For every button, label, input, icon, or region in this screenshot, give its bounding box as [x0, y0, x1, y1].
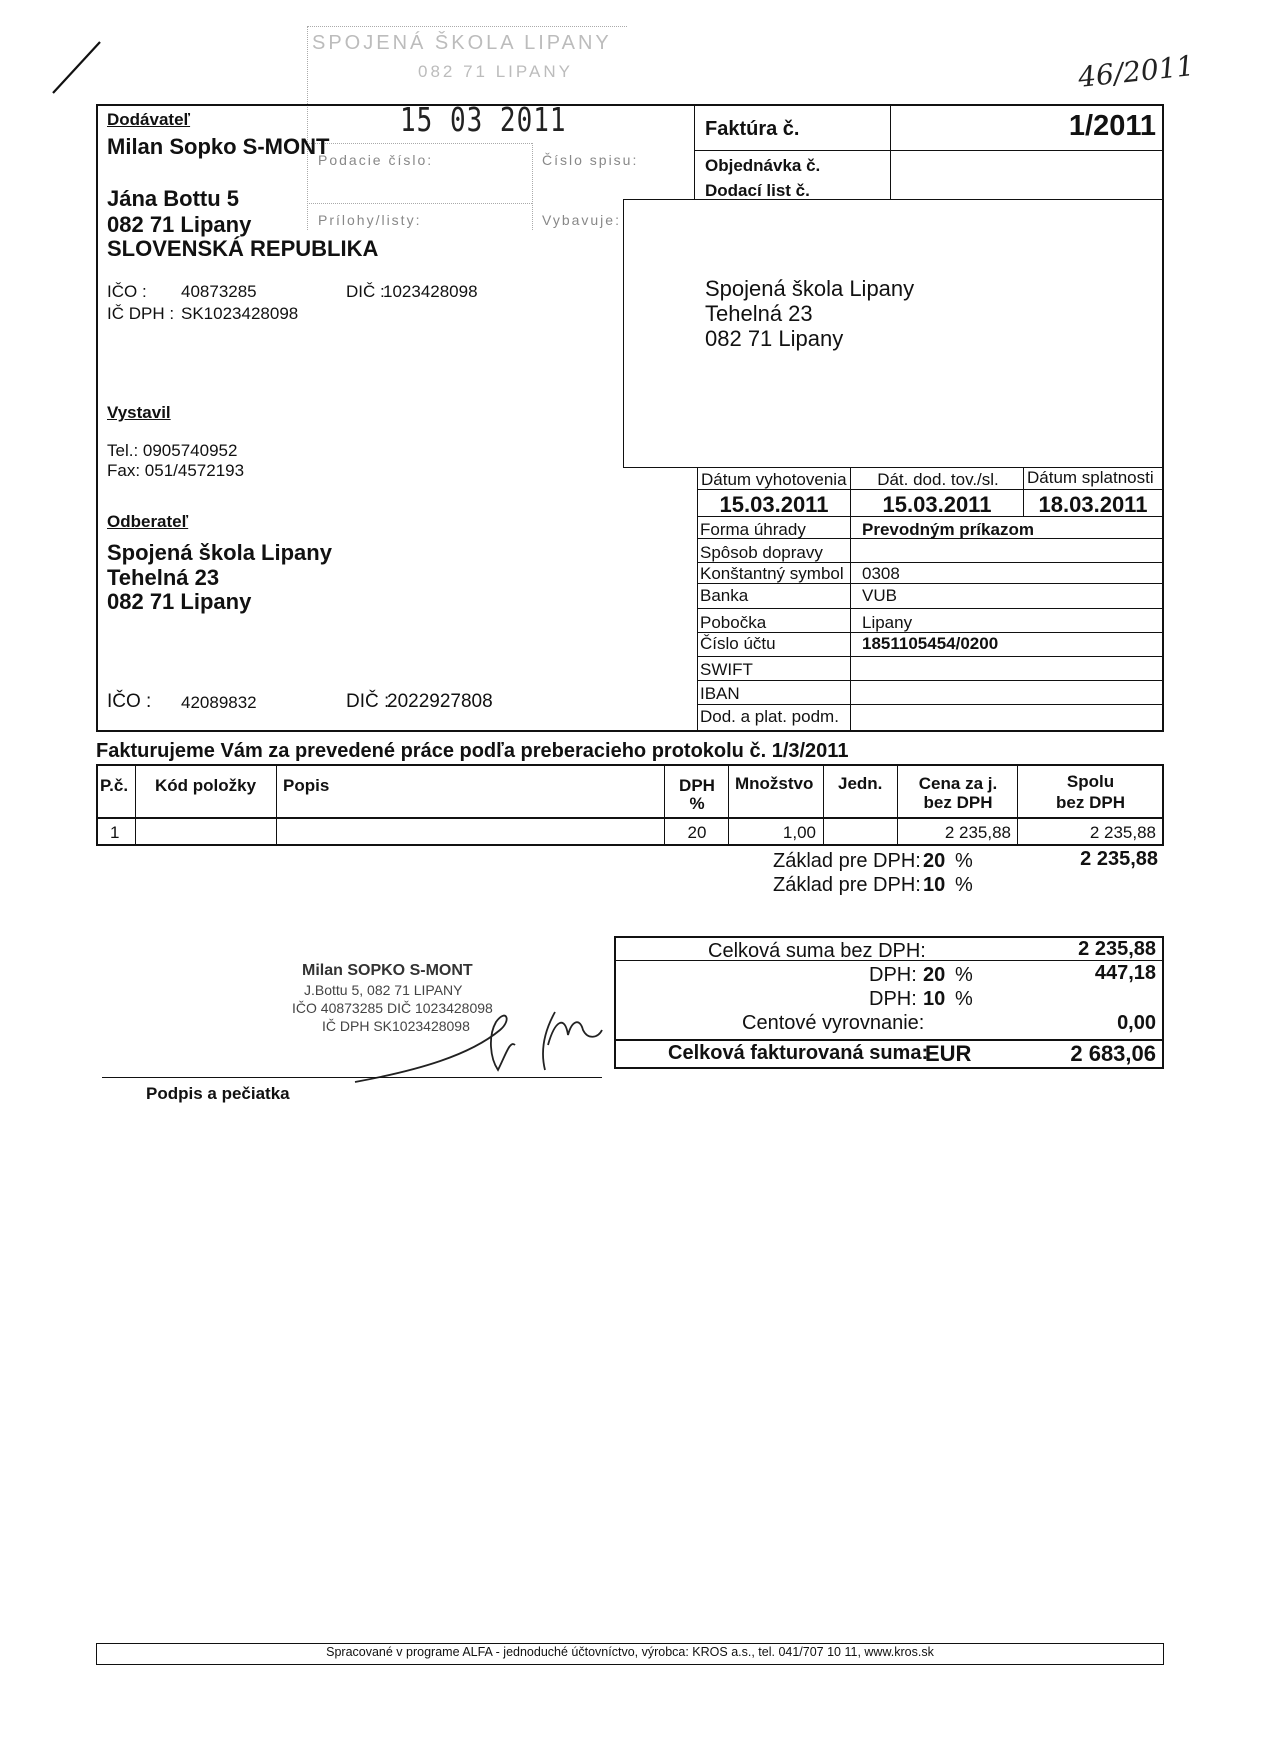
tax-base-label-2: Základ pre DPH:: [773, 874, 921, 896]
items-header-kod: Kód položky: [155, 776, 257, 795]
summary-grand-total: 2 683,06: [1070, 1041, 1156, 1066]
payment-label-doprava: Spôsob dopravy: [700, 543, 823, 562]
stamp-field-podacie: Podacie číslo:: [318, 152, 434, 168]
payment-line-6: [697, 656, 1162, 657]
recipient-name: Spojená škola Lipany: [705, 276, 915, 301]
summary-rounding: 0,00: [1117, 1012, 1156, 1034]
items-col-5: [823, 764, 824, 846]
customer-street: Tehelná 23: [107, 565, 220, 590]
items-header-popis: Popis: [283, 776, 330, 795]
items-col-1: [135, 764, 136, 846]
signature-stamp-line-1: Milan SOPKO S-MONT: [302, 962, 473, 979]
summary-currency: EUR: [925, 1041, 972, 1066]
summary-vat-rate-2: 10: [923, 988, 946, 1010]
summary-total-no-vat-label: Celková suma bez DPH:: [708, 940, 926, 962]
date-due: 18.03.2011: [1038, 492, 1148, 517]
supplier-dic-label: DIČ :: [346, 282, 385, 301]
summary-vat-rate-1: 20: [923, 964, 946, 986]
items-header-mnozstvo: Množstvo: [735, 774, 814, 793]
tax-base-value-1: 2 235,88: [1080, 848, 1158, 870]
summary-rounding-label: Centové vyrovnanie:: [742, 1012, 925, 1034]
payment-label-banka: Banka: [700, 586, 749, 605]
date-delivery: 15.03.2011: [882, 492, 992, 517]
supplier-name: Milan Sopko S-MONT: [107, 134, 330, 159]
customer-ico-label: IČO :: [107, 691, 152, 712]
items-col-3: [664, 764, 665, 846]
signature-stamp-line-2: J.Bottu 5, 082 71 LIPANY: [304, 982, 463, 998]
payment-value-ucet: 1851105454/0200: [862, 634, 999, 653]
invoice-box-line-1: [694, 150, 1162, 151]
stamp-field-vybavuje: Vybavuje:: [542, 212, 621, 228]
stamp-school-city: 082 71 LIPANY: [418, 62, 573, 81]
payment-label-ucet: Číslo účtu: [700, 634, 776, 653]
stamp-school-name: SPOJENÁ ŠKOLA LIPANY: [312, 32, 612, 54]
payment-label-ks: Konštantný symbol: [700, 564, 844, 583]
item-row-mnozstvo: 1,00: [782, 823, 816, 842]
items-header-dph: DPH: [679, 776, 715, 795]
supplier-heading: Dodávateľ: [107, 110, 191, 129]
tax-base-rate-1: 20: [923, 850, 946, 872]
stamp-field-cislo-spisu: Číslo spisu:: [542, 152, 639, 168]
payment-label-iban: IBAN: [700, 684, 740, 703]
customer-ico: 42089832: [181, 693, 257, 712]
items-header-cena-2: bez DPH: [923, 793, 993, 812]
stamp-top-edge: [307, 26, 627, 27]
items-header-spolu-1: Spolu: [1066, 772, 1115, 791]
supplier-street: Jána Bottu 5: [107, 186, 240, 211]
signature-line: [102, 1077, 602, 1078]
corner-slash-mark: [48, 38, 108, 98]
supplier-country: SLOVENSKÁ REPUBLIKA: [107, 236, 379, 261]
footer-text: Spracované v programe ALFA - jednoduché účtovníctvo, výrobca: KROS a.s., tel. 041/707 10 11, www.kros.sk: [326, 1645, 934, 1659]
invoice-box-left: [694, 104, 695, 200]
items-header-bottom: [96, 817, 1164, 819]
invoice-number: 1/2011: [1068, 110, 1156, 142]
items-col-2: [276, 764, 277, 846]
item-row-cena: 2 235,88: [944, 823, 1011, 842]
date-delivery-label: Dát. dod. tov./sl.: [877, 470, 999, 489]
tax-base-pct-1: %: [955, 850, 973, 872]
invoice-label: Faktúra č.: [705, 118, 800, 140]
items-header-dph-unit: %: [689, 794, 705, 813]
payment-value-forma: Prevodným príkazom: [862, 520, 1034, 539]
recipient-street: Tehelná 23: [705, 301, 813, 326]
issuer-heading: Vystavil: [107, 403, 171, 422]
dates-col-2: [850, 468, 851, 516]
customer-heading: Odberateľ: [107, 512, 189, 531]
items-col-7: [1017, 764, 1018, 846]
item-row-dph: 20: [687, 823, 707, 842]
tax-base-label-1: Základ pre DPH:: [773, 850, 921, 872]
signature-label: Podpis a pečiatka: [146, 1084, 290, 1103]
signature-stamp-line-3: IČO 40873285 DIČ 1023428098: [292, 1000, 493, 1016]
payment-value-ks: 0308: [862, 564, 900, 583]
dates-col-3: [1023, 468, 1024, 516]
delivery-note-label: Dodací list č.: [705, 181, 810, 200]
date-issued: 15.03.2011: [719, 492, 829, 517]
customer-dic: 2022927808: [387, 691, 493, 712]
payment-label-podm: Dod. a plat. podm.: [700, 707, 839, 726]
date-due-label: Dátum splatnosti: [1027, 468, 1154, 487]
payment-value-pobocka: Lipany: [862, 613, 913, 632]
payment-line-4: [697, 608, 1162, 609]
summary-vat-pct-2: %: [955, 988, 973, 1010]
supplier-icdph: SK1023428098: [181, 304, 299, 323]
items-header-pc: P.č.: [100, 776, 129, 795]
items-col-6: [897, 764, 898, 846]
summary-vat-value-1: 447,18: [1094, 962, 1156, 984]
customer-city: 082 71 Lipany: [107, 589, 252, 614]
customer-dic-label: DIČ :: [346, 691, 390, 712]
issuer-fax: Fax: 051/4572193: [107, 461, 245, 480]
summary-vat-pct-1: %: [955, 964, 973, 986]
payment-value-banka: VUB: [862, 586, 897, 605]
summary-total-no-vat: 2 235,88: [1078, 938, 1156, 960]
payment-line-7: [697, 680, 1162, 681]
payment-label-forma: Forma úhrady: [700, 520, 806, 539]
payment-col-divider: [850, 516, 851, 730]
items-header-jedn: Jedn.: [838, 774, 883, 793]
customer-name: Spojená škola Lipany: [107, 540, 332, 565]
order-label: Objednávka č.: [705, 156, 821, 175]
supplier-ico: 40873285: [181, 282, 257, 301]
handwritten-reference: 46/2011: [1076, 49, 1196, 94]
signature-stamp-line-4: IČ DPH SK1023428098: [322, 1018, 470, 1034]
supplier-dic: 1023428098: [383, 282, 478, 301]
item-row-pc: 1: [110, 823, 120, 842]
tax-base-pct-2: %: [955, 874, 973, 896]
payment-line-0: [697, 516, 1162, 517]
items-col-4: [728, 764, 729, 846]
supplier-ico-label: IČO :: [107, 282, 147, 301]
items-header-cena-1: Cena za j.: [918, 774, 998, 793]
intro-text: Fakturujeme Vám za prevedené práce podľa preberacieho protokolu č. 1/3/2011: [96, 740, 849, 762]
recipient-city: 082 71 Lipany: [705, 326, 844, 351]
tax-base-rate-2: 10: [923, 874, 946, 896]
frame-bottom-line: [96, 730, 1164, 732]
payment-label-swift: SWIFT: [700, 660, 753, 679]
payment-label-pobocka: Pobočka: [700, 613, 767, 632]
items-header-spolu-2: bez DPH: [1056, 793, 1125, 812]
payment-line-5: [697, 632, 1162, 633]
stamp-field-prilohy: Prílohy/listy:: [318, 212, 422, 228]
stamp-date: 15 03 2011: [400, 102, 567, 140]
payment-line-8: [697, 704, 1162, 705]
dates-col-1: [697, 468, 698, 732]
item-row-spolu: 2 235,88: [1089, 823, 1156, 842]
summary-vat-label-2: DPH:: [869, 988, 917, 1010]
supplier-icdph-label: IČ DPH :: [107, 304, 175, 323]
supplier-city: 082 71 Lipany: [107, 212, 252, 237]
summary-grand-label: Celková fakturovaná suma:: [668, 1042, 929, 1064]
invoice-box-mid: [890, 104, 891, 200]
summary-vat-label-1: DPH:: [869, 964, 917, 986]
date-issued-label: Dátum vyhotovenia: [701, 470, 847, 489]
issuer-tel: Tel.: 0905740952: [107, 441, 238, 460]
